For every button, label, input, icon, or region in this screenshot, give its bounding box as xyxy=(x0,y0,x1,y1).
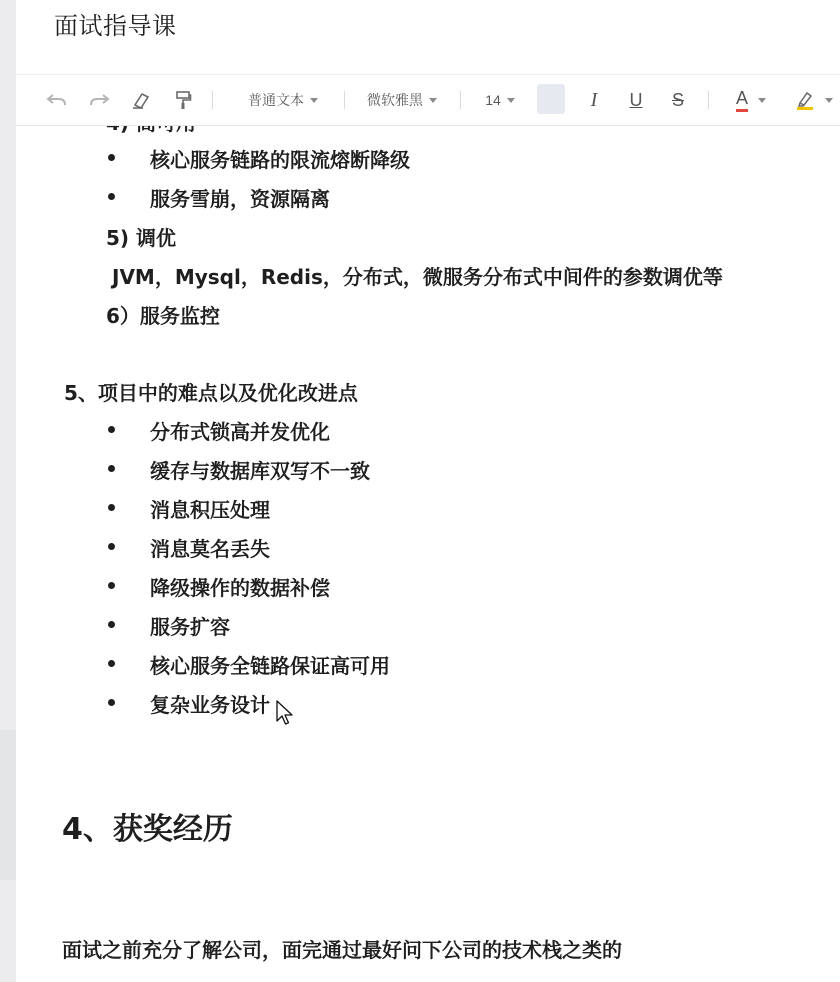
list-item: 消息莫名丢失 xyxy=(150,537,270,561)
toolbar-separator xyxy=(460,91,461,109)
bullet-icon xyxy=(108,426,115,433)
clear-format-button[interactable] xyxy=(126,75,156,125)
list-item: 复杂业务设计 xyxy=(150,693,270,717)
undo-icon xyxy=(46,92,68,108)
strikethrough-button[interactable] xyxy=(664,75,692,125)
tuning-heading: 5) 调优 xyxy=(106,226,177,250)
font-color-button[interactable] xyxy=(726,75,776,125)
mouse-pointer-icon xyxy=(276,700,294,728)
bullet-icon xyxy=(108,582,115,589)
list-item: 消息积压处理 xyxy=(150,498,270,522)
document-page xyxy=(16,0,840,982)
document-body[interactable] xyxy=(16,0,840,982)
list-item: 核心服务链路的限流熔断降级 xyxy=(150,148,410,172)
highlighter-icon xyxy=(795,90,815,110)
strikethrough-icon: S xyxy=(671,89,684,110)
sidebar-shade xyxy=(0,730,16,880)
font-color-icon: A xyxy=(736,89,748,112)
redo-icon xyxy=(88,92,110,108)
closing-note: 面试之前充分了解公司，面完通过最好问下公司的技术栈之类的 xyxy=(62,938,622,962)
chevron-down-icon xyxy=(310,98,318,103)
list-item: 缓存与数据库双写不一致 xyxy=(150,459,370,483)
bullet-icon xyxy=(108,621,115,628)
toolbar-separator xyxy=(708,91,709,109)
font-family-value: 微软雅黑 xyxy=(367,92,423,108)
list-item: 核心服务全链路保证高可用 xyxy=(150,654,390,678)
toolbar-separator xyxy=(212,91,213,109)
formatting-toolbar xyxy=(16,74,840,126)
undo-button[interactable] xyxy=(42,75,72,125)
chevron-down-icon xyxy=(758,98,766,103)
format-painter-button[interactable] xyxy=(168,75,198,125)
bold-active-indicator xyxy=(537,84,565,114)
tuning-text: JVM，Mysql，Redis，分布式，微服务分布式中间件的参数调优等 xyxy=(112,265,723,289)
difficulty-heading: 5、项目中的难点以及优化改进点 xyxy=(64,381,358,405)
list-item: 分布式锁高并发优化 xyxy=(150,420,330,444)
chevron-down-icon xyxy=(507,98,515,103)
font-family-dropdown[interactable] xyxy=(362,75,442,125)
font-size-dropdown[interactable] xyxy=(478,75,522,125)
toolbar-separator xyxy=(344,91,345,109)
list-item: 降级操作的数据补偿 xyxy=(150,576,330,600)
bullet-icon xyxy=(108,543,115,550)
underline-icon: U xyxy=(629,89,643,110)
bullet-icon xyxy=(108,660,115,667)
bullet-icon xyxy=(108,465,115,472)
highlight-color-button[interactable] xyxy=(788,75,840,125)
awards-heading: 4、获奖经历 xyxy=(62,812,233,847)
format-painter-icon xyxy=(174,90,192,110)
bullet-icon xyxy=(108,193,115,200)
italic-button[interactable] xyxy=(580,75,608,125)
underline-button[interactable] xyxy=(622,75,650,125)
chevron-down-icon xyxy=(825,98,833,103)
document-title[interactable]: 面试指导课 xyxy=(54,13,177,40)
redo-button[interactable] xyxy=(84,75,114,125)
font-size-value: 14 xyxy=(485,92,501,108)
paragraph-style-value: 普通文本 xyxy=(248,92,304,108)
italic-icon: I xyxy=(590,88,598,111)
list-item: 服务扩容 xyxy=(150,615,230,639)
bullet-icon xyxy=(108,504,115,511)
monitoring-heading: 6）服务监控 xyxy=(106,304,220,328)
left-sidebar-strip xyxy=(0,0,16,982)
list-item: 服务雪崩，资源隔离 xyxy=(150,187,330,211)
eraser-icon xyxy=(131,91,151,109)
bullet-icon xyxy=(108,699,115,706)
chevron-down-icon xyxy=(429,98,437,103)
paragraph-style-dropdown[interactable] xyxy=(238,75,328,125)
bullet-icon xyxy=(108,154,115,161)
